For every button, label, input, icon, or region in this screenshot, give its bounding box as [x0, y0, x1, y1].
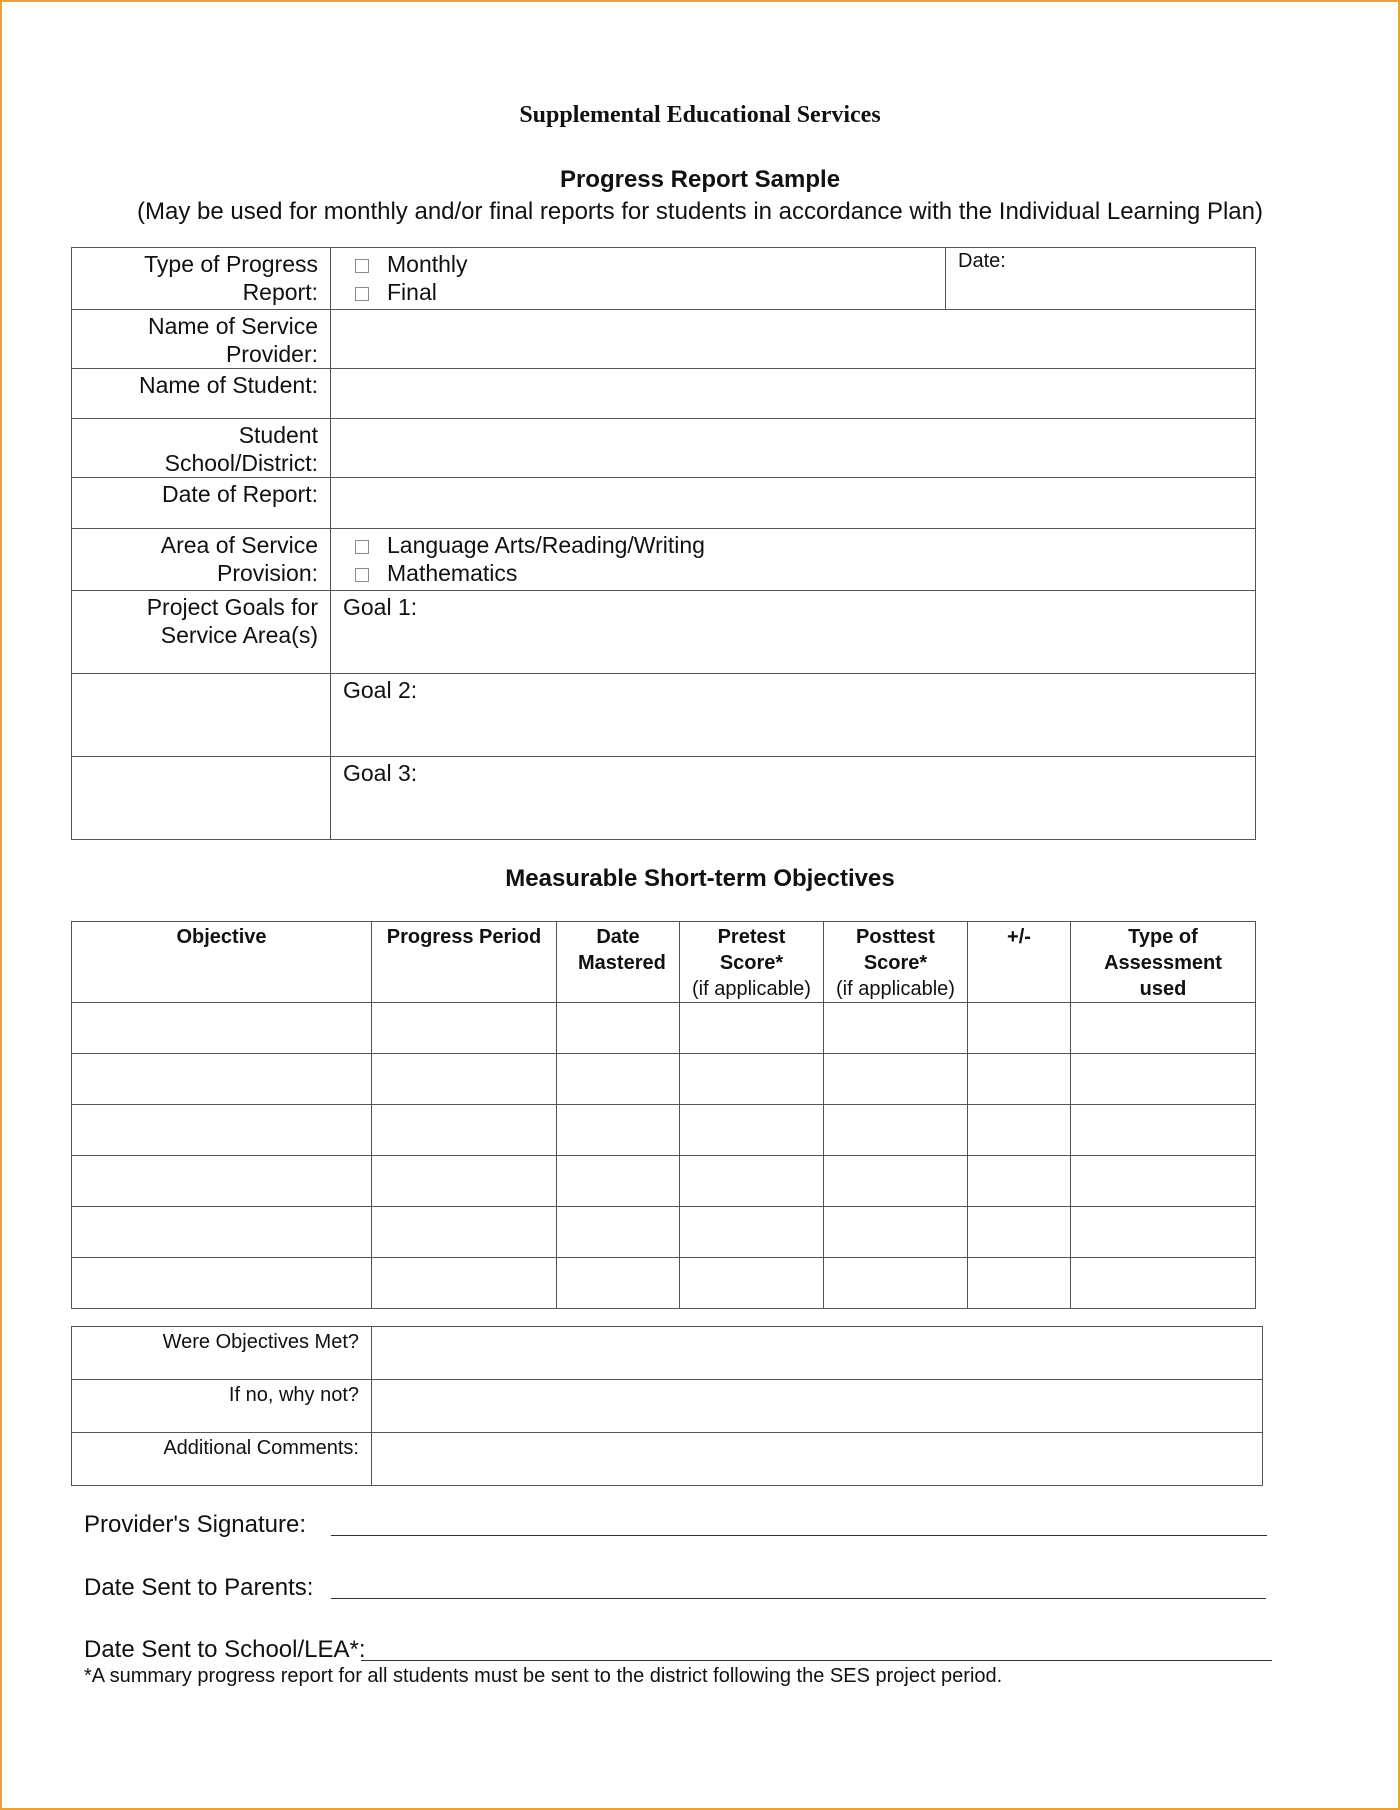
goals-label: Project Goals for Service Area(s)	[72, 591, 331, 674]
language-arts-checkbox[interactable]: Language Arts/Reading/Writing	[343, 531, 1243, 559]
checkbox-icon	[355, 287, 369, 301]
table-cell[interactable]	[680, 1207, 824, 1258]
table-cell[interactable]	[968, 1258, 1071, 1309]
checkbox-icon	[355, 540, 369, 554]
goal-empty-label	[72, 757, 331, 840]
table-cell[interactable]	[72, 1105, 372, 1156]
goal-2-field[interactable]	[331, 674, 1256, 757]
table-cell[interactable]	[557, 1003, 680, 1054]
table-cell[interactable]	[557, 1105, 680, 1156]
provider-signature-label: Provider's Signature:	[84, 1511, 307, 1538]
table-cell[interactable]	[1071, 1258, 1256, 1309]
goal-3-label: Goal 3:	[343, 760, 418, 786]
goal-1-label: Goal 1:	[343, 594, 418, 620]
report-date-label: Date of Report:	[72, 478, 331, 529]
table-cell[interactable]	[680, 1156, 824, 1207]
objectives-section-title: Measurable Short-term Objectives	[505, 865, 895, 892]
table-cell[interactable]	[968, 1003, 1071, 1054]
checkbox-icon	[355, 259, 369, 273]
table-cell[interactable]	[824, 1105, 968, 1156]
goal-empty-label	[72, 674, 331, 757]
table-cell[interactable]	[1071, 1054, 1256, 1105]
table-row	[72, 1258, 1256, 1309]
header-date-mastered: Date Mastered	[557, 922, 680, 1003]
header-plus-minus: +/-	[968, 922, 1071, 1003]
header-pretest: Pretest Score* (if applicable)	[680, 922, 824, 1003]
comments-field[interactable]	[372, 1433, 1263, 1486]
table-cell[interactable]	[72, 1207, 372, 1258]
parents-date-line[interactable]	[331, 1598, 1266, 1599]
objectives-met-label: Were Objectives Met?	[72, 1327, 372, 1380]
date-field[interactable]	[946, 248, 1256, 310]
date-label: Date:	[958, 250, 1006, 272]
objectives-met-field[interactable]	[372, 1327, 1263, 1380]
table-cell[interactable]	[680, 1258, 824, 1309]
student-field[interactable]	[331, 369, 1256, 419]
school-field[interactable]	[331, 419, 1256, 478]
objectives-table	[71, 921, 1256, 1309]
comments-label: Additional Comments:	[72, 1433, 372, 1486]
header-assessment: Type of Assessment used	[1071, 922, 1256, 1003]
table-cell[interactable]	[372, 1054, 557, 1105]
report-date-field[interactable]	[331, 478, 1256, 529]
table-cell[interactable]	[968, 1207, 1071, 1258]
table-cell[interactable]	[680, 1054, 824, 1105]
review-table	[71, 1326, 1263, 1486]
document-note: (May be used for monthly and/or final reports for students in accordance with the Individual Learning Plan)	[137, 198, 1263, 225]
provider-field[interactable]	[331, 310, 1256, 369]
parents-date-label: Date Sent to Parents:	[84, 1574, 314, 1601]
student-label: Name of Student:	[72, 369, 331, 419]
why-not-label: If no, why not?	[72, 1380, 372, 1433]
table-cell[interactable]	[968, 1156, 1071, 1207]
table-cell[interactable]	[72, 1258, 372, 1309]
table-cell[interactable]	[824, 1258, 968, 1309]
table-cell[interactable]	[72, 1156, 372, 1207]
table-cell[interactable]	[968, 1054, 1071, 1105]
document-subtitle: Progress Report Sample	[559, 166, 841, 193]
goal-1-field[interactable]	[331, 591, 1256, 674]
table-cell[interactable]	[557, 1156, 680, 1207]
final-checkbox[interactable]: Final	[343, 278, 933, 306]
table-cell[interactable]	[72, 1054, 372, 1105]
table-cell[interactable]	[557, 1258, 680, 1309]
why-not-field[interactable]	[372, 1380, 1263, 1433]
table-cell[interactable]	[824, 1003, 968, 1054]
document-title: Supplemental Educational Services	[519, 102, 881, 128]
table-cell[interactable]	[1071, 1105, 1256, 1156]
header-progress-period: Progress Period	[372, 922, 557, 1003]
table-cell[interactable]	[680, 1003, 824, 1054]
type-label: Type of Progress Report:	[72, 248, 331, 310]
table-cell[interactable]	[372, 1207, 557, 1258]
table-cell[interactable]	[1071, 1003, 1256, 1054]
school-label: Student School/District:	[72, 419, 331, 478]
table-row	[72, 1207, 1256, 1258]
provider-label: Name of Service Provider:	[72, 310, 331, 369]
table-cell[interactable]	[824, 1156, 968, 1207]
table-cell[interactable]	[824, 1207, 968, 1258]
table-cell[interactable]	[72, 1003, 372, 1054]
table-row	[72, 1054, 1256, 1105]
mathematics-checkbox[interactable]: Mathematics	[343, 559, 1243, 587]
report-info-table	[71, 247, 1256, 840]
header-posttest: Posttest Score* (if applicable)	[824, 922, 968, 1003]
table-cell[interactable]	[372, 1105, 557, 1156]
table-cell[interactable]	[824, 1054, 968, 1105]
header-objective: Objective	[72, 922, 372, 1003]
area-label: Area of Service Provision:	[72, 529, 331, 591]
table-cell[interactable]	[557, 1207, 680, 1258]
table-row	[72, 1156, 1256, 1207]
provider-signature-line[interactable]	[331, 1535, 1267, 1536]
table-cell[interactable]	[968, 1105, 1071, 1156]
table-cell[interactable]	[372, 1003, 557, 1054]
goal-2-label: Goal 2:	[343, 677, 418, 703]
table-cell[interactable]	[1071, 1207, 1256, 1258]
table-cell[interactable]	[372, 1156, 557, 1207]
table-cell[interactable]	[372, 1258, 557, 1309]
table-cell[interactable]	[557, 1054, 680, 1105]
table-cell[interactable]	[680, 1105, 824, 1156]
goal-3-field[interactable]	[331, 757, 1256, 840]
checkbox-icon	[355, 568, 369, 582]
school-date-line[interactable]	[361, 1660, 1272, 1661]
table-row	[72, 1003, 1256, 1054]
type-options	[331, 248, 946, 310]
school-date-label: Date Sent to School/LEA*:	[84, 1636, 366, 1663]
footnote: *A summary progress report for all students must be sent to the district following the SES project period.	[84, 1665, 1003, 1687]
objectives-rows	[72, 1003, 1256, 1309]
table-row	[72, 1105, 1256, 1156]
table-cell[interactable]	[1071, 1156, 1256, 1207]
monthly-checkbox[interactable]: Monthly	[343, 250, 933, 278]
area-options	[331, 529, 1256, 591]
